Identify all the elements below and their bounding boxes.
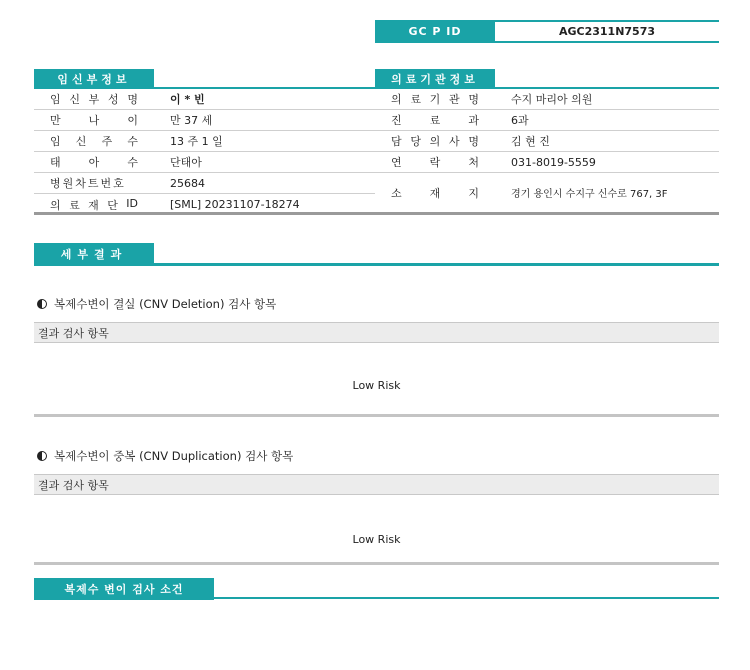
info-row-label	[34, 197, 154, 213]
label-char: 료	[429, 114, 441, 127]
label-char: 임	[50, 135, 61, 148]
details-section-rule	[34, 263, 719, 266]
label-char: 의	[429, 135, 441, 148]
label-char: 과	[468, 114, 479, 127]
info-row-value: 수지 마리아 의원	[511, 93, 593, 106]
label-char: 진	[391, 114, 402, 127]
info-row	[34, 173, 375, 194]
label-char: 명	[127, 93, 138, 106]
label-char: 재	[429, 186, 441, 200]
label-char: 수	[127, 156, 138, 169]
info-row	[375, 173, 719, 212]
label-char: 주	[101, 135, 113, 148]
label-char: 지	[468, 186, 479, 200]
info-row-label	[34, 175, 154, 191]
label-char: 단	[107, 198, 118, 212]
label-char: 병원차트번호	[50, 177, 126, 190]
label-char: 기	[429, 93, 441, 106]
info-bottom-rule	[34, 212, 719, 215]
label-char: 의	[391, 93, 402, 106]
label-char: 나	[88, 114, 100, 127]
patient-info-title: 임신부정보	[34, 69, 154, 89]
label-char: 료	[410, 93, 421, 106]
info-row-label	[375, 91, 495, 107]
label-char: 신	[75, 135, 87, 148]
info-row	[34, 131, 375, 152]
label-char: 임	[50, 93, 61, 106]
label-char: 소	[391, 186, 402, 200]
cnv-deletion-band: 결과 검사 항목	[34, 322, 719, 343]
info-row-label	[375, 185, 495, 201]
label-char: 부	[88, 93, 100, 106]
info-row-value: 031-8019-5559	[511, 155, 596, 169]
label-char: 료	[69, 198, 80, 212]
label-char: 태	[50, 156, 61, 169]
cnv-duplication-band: 결과 검사 항목	[34, 474, 719, 495]
info-row-label	[34, 154, 154, 170]
label-char: 락	[429, 156, 441, 169]
info-row	[375, 89, 719, 110]
info-row	[34, 152, 375, 173]
label-char: 담	[391, 135, 402, 148]
info-row-value: 25684	[170, 176, 205, 190]
info-row-value: 경기 용인시 수지구 신수로 767, 3F	[511, 189, 668, 200]
info-row-value: 만 37 세	[170, 114, 213, 127]
label-char: 만	[50, 114, 61, 127]
conditions-section-rule	[34, 597, 719, 599]
label-char: 연	[391, 156, 402, 169]
label-char: ID	[126, 196, 138, 210]
info-row-value: 단태아	[170, 156, 202, 169]
label-char: 명	[468, 93, 479, 106]
half-circle-icon	[37, 299, 47, 309]
label-char: 명	[468, 135, 479, 148]
info-row-value: 13 주 1 일	[170, 135, 223, 148]
label-char: 사	[448, 135, 460, 148]
label-char: 관	[448, 93, 460, 106]
info-row-value: 6과	[511, 114, 529, 127]
info-row-label	[34, 112, 154, 128]
info-row-value: [SML] 20231107-18274	[170, 198, 300, 211]
label-char: 당	[410, 135, 421, 148]
info-row-label	[34, 91, 154, 107]
info-row-value: 김 현 진	[511, 135, 550, 148]
gcp-id-label: GC P ID	[375, 20, 495, 43]
info-row-label	[375, 154, 495, 170]
info-row	[34, 89, 375, 110]
info-row-label	[375, 112, 495, 128]
details-section-title: 세부결과	[34, 243, 154, 265]
institution-info-title: 의료기관정보	[375, 69, 495, 89]
info-row-label	[34, 133, 154, 149]
info-row	[375, 110, 719, 131]
cnv-deletion-result: Low Risk	[352, 379, 401, 392]
cnv-duplication-title-text: 복제수변이 중복 (CNV Duplication) 검사 항목	[54, 449, 294, 463]
label-char: 아	[88, 156, 100, 169]
cnv-deletion-title-text: 복제수변이 결실 (CNV Deletion) 검사 항목	[54, 297, 277, 311]
half-circle-icon	[37, 451, 47, 461]
patient-info-header	[34, 69, 375, 89]
info-row	[375, 152, 719, 173]
cnv-duplication-bottom-rule	[34, 562, 719, 565]
info-row	[34, 110, 375, 131]
cnv-duplication-title	[37, 448, 293, 464]
label-char: 수	[127, 135, 138, 148]
info-row	[375, 131, 719, 152]
label-char: 신	[69, 93, 80, 106]
label-char: 이	[127, 114, 138, 127]
info-row-value: 이 * 빈	[170, 93, 205, 106]
label-char: 의	[50, 198, 61, 212]
label-char: 재	[88, 198, 99, 212]
gcp-id-value: AGC2311N7573	[558, 25, 656, 38]
cnv-deletion-bottom-rule	[34, 414, 719, 417]
label-char: 처	[468, 156, 479, 169]
conditions-section-title: 복제수 변이 검사 소건	[34, 578, 214, 600]
institution-info-header	[375, 69, 719, 89]
info-row-label	[375, 133, 495, 149]
cnv-duplication-result: Low Risk	[352, 533, 401, 546]
gcp-id-bar	[375, 20, 719, 43]
label-char: 성	[107, 93, 119, 106]
cnv-deletion-title	[37, 296, 276, 312]
